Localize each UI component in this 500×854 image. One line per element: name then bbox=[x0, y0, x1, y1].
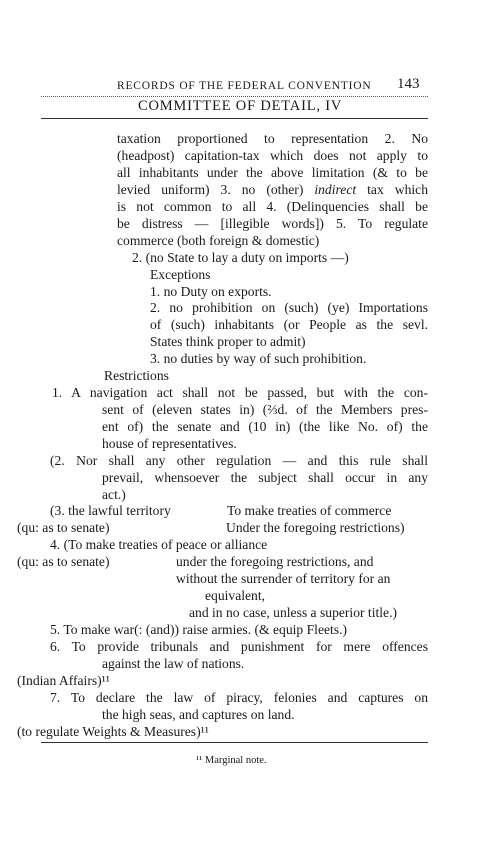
text-line: house of representatives. bbox=[102, 436, 237, 451]
marginal-note: (to regulate Weights & Measures)¹¹ bbox=[17, 724, 209, 739]
text-line: commerce (both foreign & domestic) bbox=[117, 233, 320, 248]
text-line: 1. no Duty on exports. bbox=[150, 284, 272, 299]
section-rule bbox=[41, 118, 428, 119]
text-line: 5. To make war(: (and)) raise armies. (& equip Fleets.) bbox=[50, 622, 348, 637]
text-line: (3. the lawful territory bbox=[50, 503, 171, 518]
text-line: the high seas, and captures on land. bbox=[102, 707, 295, 722]
text-line: act.) bbox=[102, 487, 126, 502]
footnote: ¹¹ Marginal note. bbox=[196, 755, 267, 766]
text-line: 1. A navigation act shall not be passed, but with the con- bbox=[52, 385, 428, 400]
text-line: 2. (no State to lay a duty on imports —) bbox=[132, 250, 349, 265]
text-line: prevail, whensoever the subject shall occur in any bbox=[102, 470, 428, 485]
text-line: equivalent, bbox=[205, 588, 266, 603]
header-rule bbox=[41, 96, 428, 97]
text-line: without the surrender of territory for an bbox=[176, 571, 391, 586]
text-line: 7. To declare the law of piracy, felonies and captures on bbox=[50, 690, 428, 705]
text-line: against the law of nations. bbox=[102, 656, 245, 671]
text-line bbox=[117, 182, 428, 198]
marginal-note: (Indian Affairs)¹¹ bbox=[17, 673, 110, 688]
text-line: Exceptions bbox=[150, 267, 211, 282]
text-line: Restrictions bbox=[104, 368, 169, 383]
text-line: 2. no prohibition on (such) (ye) Importations bbox=[150, 300, 428, 315]
italic-emphasis: indirect bbox=[314, 182, 357, 197]
text-line: (2. Nor shall any other regulation — and this rule shall bbox=[50, 453, 428, 468]
text-line: 4. (To make treaties of peace or alliance bbox=[50, 537, 268, 552]
section-title: COMMITTEE OF DETAIL, IV bbox=[138, 98, 343, 114]
text-line: States think proper to admit) bbox=[150, 334, 306, 349]
text-line: is not common to all 4. (Delinquencies shall be bbox=[117, 199, 428, 214]
marginal-note: (qu: as to senate) bbox=[17, 520, 110, 535]
text-line: of (such) inhabitants (or People as the sevl. bbox=[150, 317, 428, 332]
text-line: sent of (eleven states in) (⅔d. of the Members pres- bbox=[102, 402, 428, 417]
text-line: and in no case, unless a superior title.) bbox=[189, 605, 398, 620]
running-title: RECORDS OF THE FEDERAL CONVENTION bbox=[117, 80, 372, 92]
text-line: 6. To provide tribunals and punishment for mere offences bbox=[50, 639, 428, 654]
text-line: taxation proportioned to representation 2. No bbox=[117, 131, 428, 146]
page-number: 143 bbox=[397, 76, 420, 92]
footnote-rule bbox=[41, 742, 428, 743]
text-fragment: levied uniform) 3. no (other) bbox=[117, 182, 304, 197]
text-line: Under the foregoing restrictions) bbox=[226, 520, 405, 535]
text-line: under the foregoing restrictions, and bbox=[176, 554, 374, 569]
text-line: To make treaties of commerce bbox=[227, 503, 392, 518]
text-fragment: tax which bbox=[367, 182, 428, 197]
text-line: ent of) the senate and (10 in) (the like No. of) the bbox=[102, 419, 428, 434]
marginal-note: (qu: as to senate) bbox=[17, 554, 110, 569]
text-line: 3. no duties by way of such prohibition. bbox=[150, 351, 367, 366]
text-line: all inhabitants under the above limitation (& to be bbox=[117, 165, 428, 180]
text-line: be distress — [illegible words]) 5. To regulate bbox=[117, 216, 428, 231]
text-line: (headpost) capitation-tax which does not apply to bbox=[117, 148, 428, 163]
